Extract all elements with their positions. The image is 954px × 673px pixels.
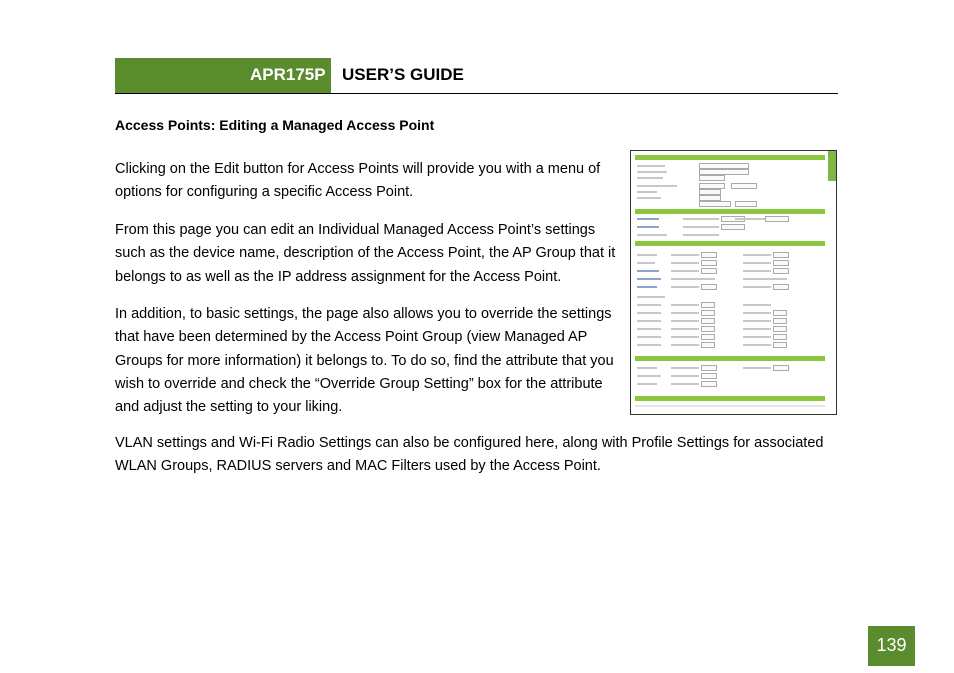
paragraph-intro: Clicking on the Edit button for Access Points will provide you with a menu of options for configuring a specific Access Point.: [115, 161, 601, 201]
product-model: APR175P: [250, 65, 326, 84]
edit-access-point-screenshot: [630, 150, 837, 415]
screenshot-side-tab: [828, 151, 836, 181]
screenshot-section-bar: [635, 241, 825, 246]
paragraph-vlan: VLAN settings and Wi-Fi Radio Settings can also be configured here, along with Profile Settings for associated WLAN Groups, RADIUS servers and MAC Filters used by the Access Point.: [115, 435, 824, 475]
paragraph-override: In addition, to basic settings, the page also allows you to override the settings that have been determined by the Access Point Group (view Managed AP Groups for more information) it belongs to. To do so, find the attribute that you wish to override and check the “Override Group Setting” box for the attribute and adjust the setting to your liking.: [115, 306, 614, 416]
page-number: 139: [876, 635, 907, 655]
paragraph-edit-settings: From this page you can edit an Individual Managed Access Point’s settings such as the device name, description of the Access Point, the AP Group that it belongs to as well as the IP address assignment for the Access Point.: [115, 222, 616, 285]
screenshot-section-bar: [635, 155, 825, 160]
header-divider: [115, 93, 838, 94]
screenshot-section-bar: [635, 396, 825, 401]
screenshot-section-bar: [635, 209, 825, 214]
section-title: Access Points: Editing a Managed Access Point: [115, 117, 435, 133]
guide-title: USER’S GUIDE: [342, 65, 464, 84]
screenshot-section-bar: [635, 356, 825, 361]
